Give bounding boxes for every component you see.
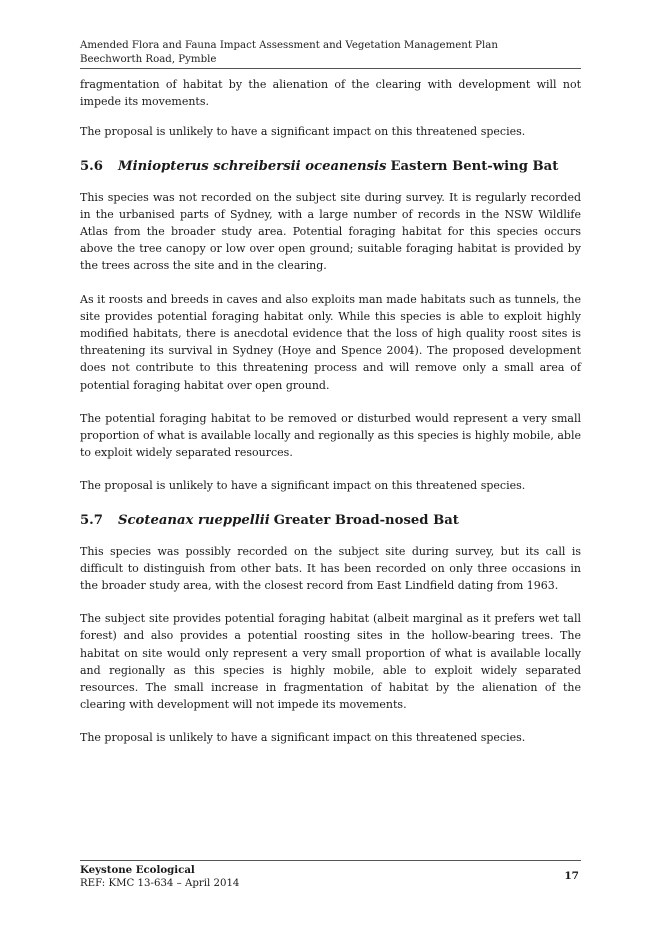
section-number: 5.6 bbox=[80, 158, 103, 174]
running-header bbox=[80, 39, 580, 67]
header-title: Amended Flora and Fauna Impact Assessment and Vegetation Management Plan bbox=[80, 40, 498, 51]
paragraph-5-7-b: The subject site provides potential foraging habitat (albeit marginal as it prefers wet tall forest) and also provides a potential roosting sites in the hollow-bearing trees. The habitat on site would only represent a very small proportion of what is available locally and regionally as this species is highly mobile, able to exploit widely separated resources. The small increase in fragmentation of habitat by the alienation of the clearing with development will not impede its movements. bbox=[80, 612, 581, 712]
document-body bbox=[80, 76, 581, 763]
section-heading-5-7 bbox=[80, 511, 581, 531]
paragraph-conclusion: The proposal is unlikely to have a significant impact on this threatened species. bbox=[80, 731, 526, 745]
page-number: 17 bbox=[564, 870, 579, 882]
scientific-name: Miniopterus schreibersii oceanensis bbox=[118, 158, 387, 174]
paragraph-5-6-c: The potential foraging habitat to be removed or disturbed would represent a very small proportion of what is available locally and regionally as this species is highly mobile, able to exploit widely separated resources. bbox=[80, 411, 581, 460]
paragraph-conclusion: The proposal is unlikely to have a significant impact on this threatened species. bbox=[80, 125, 526, 139]
running-footer bbox=[80, 864, 581, 890]
paragraph-conclusion: The proposal is unlikely to have a significant impact on this threatened species. bbox=[80, 479, 526, 493]
common-name: Greater Broad-nosed Bat bbox=[273, 512, 459, 528]
footer-divider bbox=[80, 860, 581, 861]
common-name: Eastern Bent-wing Bat bbox=[390, 158, 559, 174]
paragraph-5-7-a: This species was possibly recorded on the subject site during survey, but its call is difficult to distinguish from other bats. It has been recorded on only three occasions in the broader study area, with the closest record from East Lindfield dating from 1963. bbox=[80, 544, 581, 593]
section-number: 5.7 bbox=[80, 512, 103, 528]
paragraph-5-6-a: This species was not recorded on the subject site during survey. It is regularly recorded in the urbanised parts of Sydney, with a large number of records in the NSW Wildlife Atlas from the broader study area. Potential foraging habitat for this species occurs above the tree canopy or low over open ground; suitable foraging habitat is provided by the trees across the site and in the clearing. bbox=[80, 190, 581, 273]
section-heading-5-6 bbox=[80, 157, 581, 177]
header-divider bbox=[80, 68, 581, 69]
paragraph-intro: fragmentation of habitat by the alienation of the clearing with development will not impede its movements. bbox=[80, 78, 581, 109]
scientific-name: Scoteanax rueppellii bbox=[118, 512, 270, 528]
header-location: Beechworth Road, Pymble bbox=[80, 54, 217, 65]
footer-company: Keystone Ecological bbox=[80, 864, 195, 876]
paragraph-5-6-b: As it roosts and breeds in caves and also exploits man made habitats such as tunnels, the site provides potential foraging habitat only. While this species is able to exploit highly modified habitats, there is anecdotal evidence that the loss of high quality roost sites is threatening its survival in Sydney (Hoye and Spence 2004). The proposed development does not contribute to this threatening process and will remove only a small area of potential foraging habitat over open ground. bbox=[80, 292, 581, 392]
footer-reference: REF: KMC 13-634 – April 2014 bbox=[80, 878, 240, 889]
